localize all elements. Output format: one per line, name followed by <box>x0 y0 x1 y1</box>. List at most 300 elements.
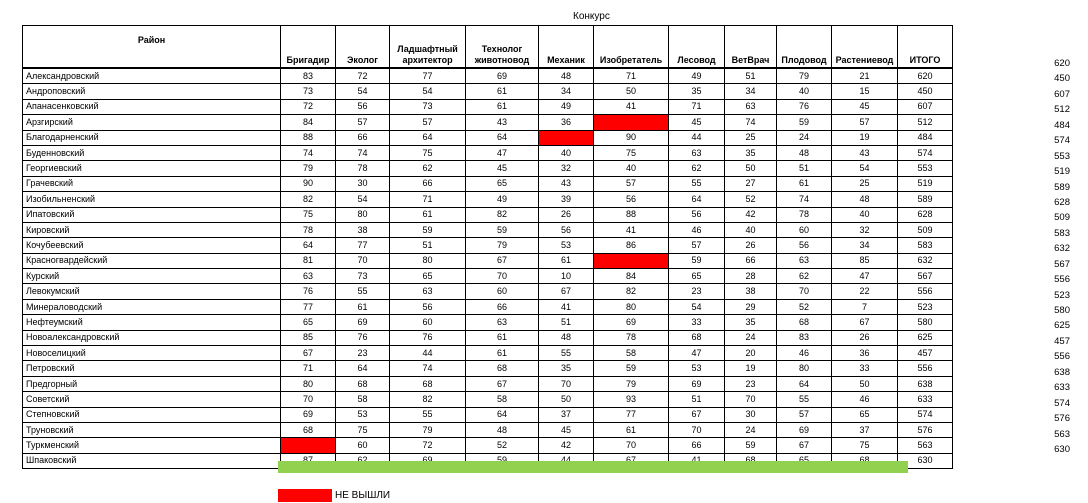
score-cell: 71 <box>281 361 336 376</box>
score-cell: 84 <box>594 269 669 284</box>
score-cell: 25 <box>725 130 777 145</box>
score-cell: 86 <box>594 238 669 253</box>
outside-total-value: 633 <box>1054 382 1070 394</box>
score-cell: 64 <box>281 238 336 253</box>
district-cell: Буденновский <box>23 145 281 160</box>
score-cell: 60 <box>466 284 539 299</box>
district-cell: Новоселицкий <box>23 346 281 361</box>
header-district: Район <box>23 26 281 69</box>
score-cell: 34 <box>832 238 898 253</box>
score-cell: 79 <box>777 68 832 84</box>
score-cell: 65 <box>281 315 336 330</box>
outside-total-value: 509 <box>1054 212 1070 224</box>
score-cell: 38 <box>725 284 777 299</box>
total-cell: 556 <box>898 361 953 376</box>
header-total: ИТОГО <box>898 26 953 69</box>
score-cell: 90 <box>281 176 336 191</box>
score-cell: 49 <box>466 192 539 207</box>
score-cell: 46 <box>832 392 898 407</box>
score-cell: 75 <box>594 145 669 160</box>
outside-total-value: 484 <box>1054 119 1070 131</box>
total-cell: 484 <box>898 130 953 145</box>
score-cell: 48 <box>539 330 594 345</box>
score-cell: 26 <box>832 330 898 345</box>
score-cell: 64 <box>466 407 539 422</box>
outside-total-value: 580 <box>1054 305 1070 316</box>
district-cell: Шпаковский <box>23 453 281 468</box>
score-cell: 57 <box>669 238 725 253</box>
score-cell: 67 <box>539 284 594 299</box>
score-cell: 49 <box>669 68 725 84</box>
score-cell: 61 <box>539 253 594 268</box>
table-row <box>23 84 953 99</box>
score-cell: 45 <box>539 422 594 437</box>
table-row <box>23 115 953 130</box>
outside-total-value: 563 <box>1054 428 1070 440</box>
table-row <box>23 361 953 376</box>
district-cell: Апанасенковский <box>23 99 281 114</box>
header-nomination: Механик <box>539 26 594 69</box>
district-cell: Благодарненский <box>23 130 281 145</box>
outside-total-value: 512 <box>1054 104 1070 116</box>
score-cell: 80 <box>336 207 390 222</box>
score-cell: 48 <box>832 192 898 207</box>
score-cell: 47 <box>466 145 539 160</box>
outside-total-value: 519 <box>1054 166 1070 178</box>
outside-total-value: 556 <box>1054 351 1070 363</box>
score-cell: 79 <box>281 161 336 176</box>
district-cell: Нефтеумский <box>23 315 281 330</box>
score-cell: 63 <box>281 269 336 284</box>
district-cell: Советский <box>23 392 281 407</box>
score-cell: 30 <box>336 176 390 191</box>
total-cell: 523 <box>898 299 953 314</box>
total-cell: 633 <box>898 392 953 407</box>
score-cell: 82 <box>281 192 336 207</box>
total-cell: 563 <box>898 438 953 453</box>
score-cell: 23 <box>336 346 390 361</box>
score-cell: 27 <box>725 176 777 191</box>
table-row <box>23 253 953 268</box>
not-advanced-cell <box>539 130 594 145</box>
score-cell: 82 <box>466 207 539 222</box>
score-cell: 7 <box>832 299 898 314</box>
score-cell: 65 <box>390 269 466 284</box>
score-cell: 56 <box>594 192 669 207</box>
score-cell: 60 <box>336 438 390 453</box>
score-cell: 79 <box>594 376 669 391</box>
outside-total-value: 574 <box>1054 135 1070 147</box>
score-cell: 57 <box>390 115 466 130</box>
score-cell: 67 <box>281 346 336 361</box>
table-row <box>23 376 953 391</box>
score-cell: 55 <box>669 176 725 191</box>
header-nomination: Технолог животновод <box>466 26 539 69</box>
score-cell: 36 <box>539 115 594 130</box>
score-cell: 10 <box>539 269 594 284</box>
score-cell: 37 <box>832 422 898 437</box>
score-cell: 68 <box>466 361 539 376</box>
score-cell: 66 <box>390 176 466 191</box>
outside-total-value: 523 <box>1054 289 1070 301</box>
score-cell: 23 <box>725 376 777 391</box>
score-cell: 78 <box>281 222 336 237</box>
score-cell: 61 <box>466 346 539 361</box>
table-row <box>23 407 953 422</box>
district-cell: Арзгирский <box>23 115 281 130</box>
score-cell: 52 <box>466 438 539 453</box>
score-cell: 70 <box>594 438 669 453</box>
score-cell: 40 <box>832 207 898 222</box>
score-cell: 77 <box>281 299 336 314</box>
score-cell: 71 <box>594 68 669 84</box>
score-cell: 59 <box>669 253 725 268</box>
score-cell: 52 <box>725 192 777 207</box>
score-cell: 93 <box>594 392 669 407</box>
outside-total-value: 630 <box>1054 443 1070 455</box>
score-cell: 59 <box>390 222 466 237</box>
score-cell: 49 <box>539 99 594 114</box>
table-row <box>23 207 953 222</box>
table-row <box>23 269 953 284</box>
score-cell: 54 <box>832 161 898 176</box>
score-cell: 61 <box>466 330 539 345</box>
score-cell: 76 <box>281 284 336 299</box>
score-cell: 69 <box>777 422 832 437</box>
total-cell: 509 <box>898 222 953 237</box>
score-cell: 74 <box>777 192 832 207</box>
score-cell: 56 <box>390 299 466 314</box>
score-cell: 74 <box>390 361 466 376</box>
score-cell: 64 <box>466 130 539 145</box>
district-cell: Курский <box>23 269 281 284</box>
contest-title: Конкурс <box>573 11 610 22</box>
district-cell: Грачевский <box>23 176 281 191</box>
score-cell: 72 <box>281 99 336 114</box>
score-cell: 42 <box>539 438 594 453</box>
score-cell: 63 <box>669 145 725 160</box>
score-cell: 48 <box>466 422 539 437</box>
district-cell: Ипатовский <box>23 207 281 222</box>
score-cell: 69 <box>669 376 725 391</box>
score-cell: 50 <box>594 84 669 99</box>
score-cell: 81 <box>281 253 336 268</box>
total-cell: 628 <box>898 207 953 222</box>
header-nomination: Ладшафтный архитектор <box>390 26 466 69</box>
score-cell: 61 <box>336 299 390 314</box>
score-cell: 32 <box>832 222 898 237</box>
score-cell: 70 <box>725 392 777 407</box>
district-cell: Новоалександровский <box>23 330 281 345</box>
table-row <box>23 392 953 407</box>
score-cell: 68 <box>390 376 466 391</box>
score-cell: 20 <box>725 346 777 361</box>
score-cell: 48 <box>539 68 594 84</box>
score-cell: 59 <box>725 438 777 453</box>
score-cell: 35 <box>669 84 725 99</box>
score-cell: 61 <box>777 176 832 191</box>
score-cell: 61 <box>466 84 539 99</box>
score-cell: 69 <box>594 315 669 330</box>
total-cell: 553 <box>898 161 953 176</box>
score-cell: 57 <box>336 115 390 130</box>
outside-total-value: 589 <box>1054 181 1070 193</box>
score-cell: 67 <box>669 407 725 422</box>
score-cell: 88 <box>281 130 336 145</box>
table-row <box>23 438 953 453</box>
score-cell: 68 <box>777 315 832 330</box>
score-cell: 61 <box>390 207 466 222</box>
score-cell: 68 <box>336 376 390 391</box>
score-cell: 54 <box>669 299 725 314</box>
score-cell: 40 <box>539 145 594 160</box>
score-cell: 67 <box>832 315 898 330</box>
score-cell: 42 <box>725 207 777 222</box>
score-cell: 68 <box>669 330 725 345</box>
score-cell: 33 <box>669 315 725 330</box>
table-row <box>23 176 953 191</box>
score-cell: 53 <box>336 407 390 422</box>
score-cell: 70 <box>539 376 594 391</box>
table-row <box>23 192 953 207</box>
score-cell: 83 <box>777 330 832 345</box>
score-cell: 69 <box>336 315 390 330</box>
score-cell: 54 <box>390 84 466 99</box>
total-cell: 632 <box>898 253 953 268</box>
score-cell: 85 <box>832 253 898 268</box>
score-cell: 43 <box>832 145 898 160</box>
total-cell: 519 <box>898 176 953 191</box>
score-cell: 70 <box>777 284 832 299</box>
table-row <box>23 99 953 114</box>
score-cell: 80 <box>281 376 336 391</box>
score-cell: 45 <box>466 161 539 176</box>
score-cell: 80 <box>594 299 669 314</box>
score-cell: 56 <box>669 207 725 222</box>
score-cell: 45 <box>669 115 725 130</box>
total-cell: 583 <box>898 238 953 253</box>
score-cell: 67 <box>466 376 539 391</box>
score-cell: 74 <box>725 115 777 130</box>
score-cell: 80 <box>777 361 832 376</box>
outside-total-value: 583 <box>1054 227 1070 239</box>
green-highlight-bar <box>278 461 908 473</box>
score-cell: 69 <box>466 68 539 84</box>
district-cell: Красногвардейский <box>23 253 281 268</box>
score-cell: 43 <box>466 115 539 130</box>
score-cell: 69 <box>281 407 336 422</box>
score-cell: 79 <box>390 422 466 437</box>
total-cell: 580 <box>898 315 953 330</box>
score-cell: 88 <box>594 207 669 222</box>
score-cell: 33 <box>832 361 898 376</box>
score-cell: 75 <box>832 438 898 453</box>
header-row <box>23 26 953 69</box>
score-cell: 55 <box>390 407 466 422</box>
total-cell: 589 <box>898 192 953 207</box>
header-nomination: Плодовод <box>777 26 832 69</box>
score-cell: 53 <box>669 361 725 376</box>
score-cell: 51 <box>390 238 466 253</box>
score-cell: 71 <box>390 192 466 207</box>
score-cell: 41 <box>594 222 669 237</box>
header-nomination: Эколог <box>336 26 390 69</box>
score-cell: 55 <box>539 346 594 361</box>
score-cell: 35 <box>725 315 777 330</box>
score-cell: 73 <box>390 99 466 114</box>
total-cell: 620 <box>898 68 953 84</box>
score-cell: 21 <box>832 68 898 84</box>
district-cell: Труновский <box>23 422 281 437</box>
score-cell: 44 <box>669 130 725 145</box>
score-cell: 34 <box>539 84 594 99</box>
score-cell: 75 <box>281 207 336 222</box>
score-cell: 65 <box>832 407 898 422</box>
score-cell: 61 <box>594 422 669 437</box>
total-cell: 625 <box>898 330 953 345</box>
total-cell: 574 <box>898 407 953 422</box>
score-cell: 90 <box>594 130 669 145</box>
score-cell: 41 <box>539 299 594 314</box>
score-cell: 78 <box>336 161 390 176</box>
score-cell: 63 <box>466 315 539 330</box>
score-cell: 19 <box>832 130 898 145</box>
header-nomination: Лесовод <box>669 26 725 69</box>
score-cell: 35 <box>539 361 594 376</box>
score-cell: 63 <box>777 253 832 268</box>
score-cell: 57 <box>777 407 832 422</box>
score-cell: 73 <box>336 269 390 284</box>
score-cell: 46 <box>669 222 725 237</box>
score-cell: 50 <box>725 161 777 176</box>
district-cell: Минераловодский <box>23 299 281 314</box>
district-cell: Левокумский <box>23 284 281 299</box>
outside-total-value: 574 <box>1054 397 1070 409</box>
score-cell: 51 <box>539 315 594 330</box>
score-cell: 29 <box>725 299 777 314</box>
outside-total-value: 632 <box>1054 243 1070 255</box>
table-row <box>23 222 953 237</box>
header-nomination: ВетВрач <box>725 26 777 69</box>
score-cell: 28 <box>725 269 777 284</box>
score-cell: 55 <box>777 392 832 407</box>
score-cell: 63 <box>725 99 777 114</box>
total-cell: 556 <box>898 284 953 299</box>
score-cell: 61 <box>466 99 539 114</box>
outside-total-value: 607 <box>1054 88 1070 100</box>
table-row <box>23 315 953 330</box>
outside-total-value: 553 <box>1054 150 1070 162</box>
score-cell: 37 <box>539 407 594 422</box>
score-cell: 54 <box>336 192 390 207</box>
score-cell: 76 <box>336 330 390 345</box>
score-cell: 76 <box>777 99 832 114</box>
score-cell: 53 <box>539 238 594 253</box>
score-cell: 48 <box>777 145 832 160</box>
district-cell: Кочубеевский <box>23 238 281 253</box>
score-cell: 66 <box>669 438 725 453</box>
score-cell: 58 <box>594 346 669 361</box>
score-cell: 30 <box>725 407 777 422</box>
score-cell: 47 <box>669 346 725 361</box>
score-cell: 24 <box>725 330 777 345</box>
score-cell: 82 <box>390 392 466 407</box>
score-cell: 57 <box>832 115 898 130</box>
score-cell: 32 <box>539 161 594 176</box>
score-cell: 24 <box>777 130 832 145</box>
score-cell: 64 <box>669 192 725 207</box>
table-row <box>23 284 953 299</box>
district-cell: Предгорный <box>23 376 281 391</box>
total-cell: 450 <box>898 84 953 99</box>
not-advanced-cell <box>594 253 669 268</box>
score-cell: 84 <box>281 115 336 130</box>
score-cell: 52 <box>777 299 832 314</box>
score-cell: 15 <box>832 84 898 99</box>
legend-red-swatch <box>278 489 332 502</box>
score-cell: 34 <box>725 84 777 99</box>
score-cell: 64 <box>336 361 390 376</box>
header-nomination: Бригадир <box>281 26 336 69</box>
score-cell: 59 <box>466 222 539 237</box>
score-cell: 25 <box>832 176 898 191</box>
total-cell: 630 <box>898 453 953 468</box>
not-advanced-cell <box>594 115 669 130</box>
score-cell: 46 <box>777 346 832 361</box>
score-cell: 62 <box>390 161 466 176</box>
not-advanced-cell <box>281 438 336 453</box>
score-cell: 39 <box>539 192 594 207</box>
table-row <box>23 422 953 437</box>
score-cell: 64 <box>777 376 832 391</box>
district-cell: Кировский <box>23 222 281 237</box>
score-cell: 70 <box>466 269 539 284</box>
score-cell: 51 <box>725 68 777 84</box>
score-cell: 45 <box>832 99 898 114</box>
outside-total-value: 638 <box>1054 366 1070 378</box>
table-row <box>23 346 953 361</box>
total-cell: 638 <box>898 376 953 391</box>
score-cell: 85 <box>281 330 336 345</box>
outside-total-value: 620 <box>1054 58 1070 69</box>
table-row <box>23 161 953 176</box>
score-cell: 36 <box>832 346 898 361</box>
score-cell: 68 <box>281 422 336 437</box>
score-cell: 26 <box>725 238 777 253</box>
total-cell: 512 <box>898 115 953 130</box>
score-cell: 79 <box>466 238 539 253</box>
table-row <box>23 68 953 84</box>
score-cell: 60 <box>390 315 466 330</box>
score-cell: 56 <box>539 222 594 237</box>
score-cell: 50 <box>832 376 898 391</box>
score-cell: 65 <box>669 269 725 284</box>
outside-totals-column <box>1010 57 1070 458</box>
total-cell: 574 <box>898 145 953 160</box>
score-cell: 56 <box>336 99 390 114</box>
score-cell: 70 <box>669 422 725 437</box>
score-cell: 77 <box>390 68 466 84</box>
score-cell: 62 <box>777 269 832 284</box>
score-cell: 40 <box>777 84 832 99</box>
score-cell: 82 <box>594 284 669 299</box>
total-cell: 607 <box>898 99 953 114</box>
outside-total-value: 457 <box>1054 335 1070 347</box>
table-row <box>23 145 953 160</box>
outside-total-value: 625 <box>1054 320 1070 332</box>
score-cell: 78 <box>777 207 832 222</box>
score-cell: 50 <box>539 392 594 407</box>
